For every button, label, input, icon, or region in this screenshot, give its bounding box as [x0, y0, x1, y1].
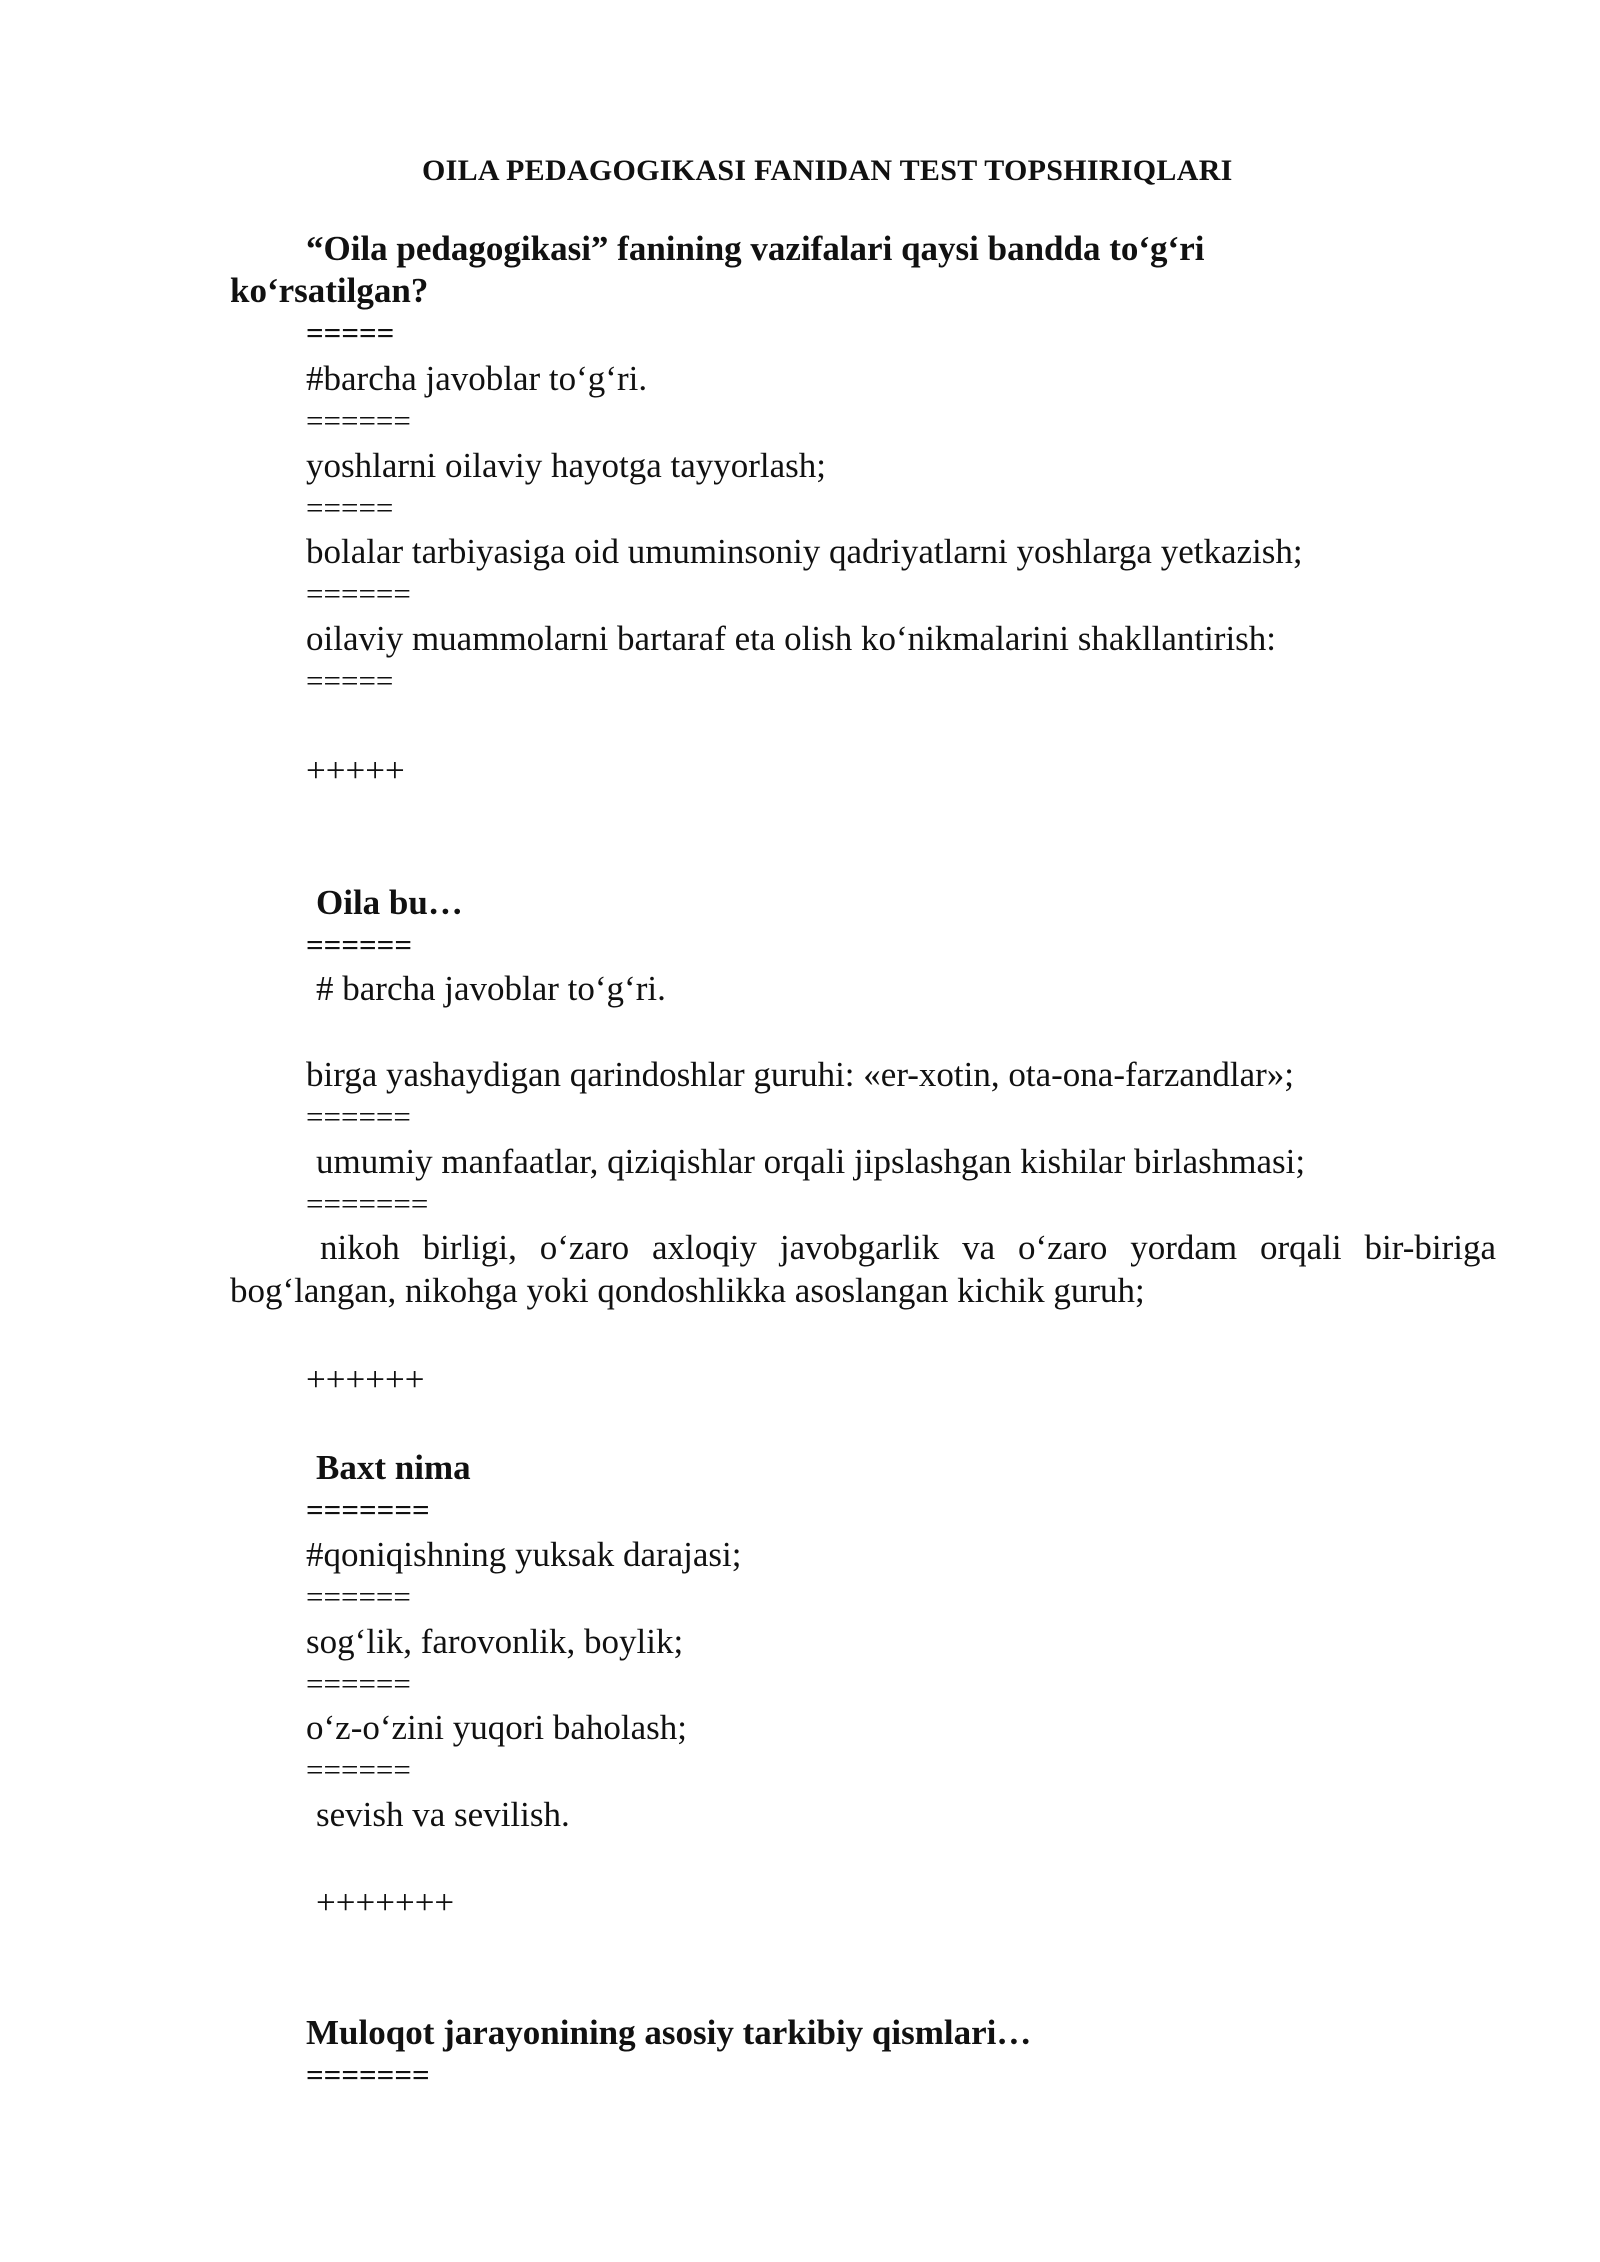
- separator: =======: [306, 2057, 430, 2092]
- separator: =====: [306, 490, 394, 525]
- answer-option: oilaviy muammolarni bartaraf eta olish ko‘nikmalarini shakllantirish:: [306, 619, 1277, 658]
- separator: ======: [306, 1666, 411, 1701]
- separator: ======: [306, 1579, 411, 1614]
- separator: ======: [306, 1099, 411, 1134]
- separator: ======: [306, 927, 412, 962]
- question-text: Baxt nima: [316, 1448, 471, 1487]
- answer-correct: #barcha javoblar to‘g‘ri.: [306, 359, 648, 398]
- question-end-marker: ++++++: [306, 1360, 425, 1399]
- question-text: “Oila pedagogikasi” fanining vazifalari qaysi bandda to‘g‘ri: [306, 229, 1205, 268]
- question-text: Oila bu…: [316, 883, 463, 922]
- document-title: OILA PEDAGOGIKASI FANIDAN TEST TOPSHIRIQLARI: [422, 154, 1233, 187]
- separator: =======: [306, 1186, 429, 1221]
- answer-option: sog‘lik, farovonlik, boylik;: [306, 1622, 684, 1661]
- separator: ======: [306, 576, 411, 611]
- separator: =====: [306, 663, 394, 698]
- answer-option: o‘z-o‘zini yuqori baholash;: [306, 1708, 688, 1747]
- question-text: Muloqot jarayonining asosiy tarkibiy qismlari…: [306, 2013, 1032, 2052]
- answer-option-continued: bog‘langan, nikohga yoki qondoshlikka asoslangan kichik guruh;: [230, 1271, 1145, 1310]
- separator: ======: [306, 403, 411, 438]
- separator: ======: [306, 1752, 411, 1787]
- answer-option: bolalar tarbiyasiga oid umuminsoniy qadriyatlarni yoshlarga yetkazish;: [306, 532, 1303, 571]
- answer-option: umumiy manfaatlar, qiziqishlar orqali jipslashgan kishilar birlashmasi;: [316, 1142, 1306, 1181]
- answer-option: birga yashaydigan qarindoshlar guruhi: «er-xotin, ota-ona-farzandlar»;: [306, 1055, 1295, 1094]
- answer-option: sevish va sevilish.: [316, 1795, 570, 1834]
- separator: =====: [306, 315, 395, 350]
- answer-option: yoshlarni oilaviy hayotga tayyorlash;: [306, 446, 827, 485]
- separator: =======: [306, 1492, 430, 1527]
- question-text-continued: ko‘rsatilgan?: [230, 271, 429, 310]
- answer-option: nikoh birligi, o‘zaro axloqiy javobgarlik va o‘zaro yordam orqali bir-biriga: [320, 1228, 1496, 1267]
- answer-correct: # barcha javoblar to‘g‘ri.: [316, 969, 666, 1008]
- question-end-marker: +++++: [306, 751, 405, 790]
- answer-correct: #qoniqishning yuksak darajasi;: [306, 1535, 742, 1574]
- question-end-marker: +++++++: [316, 1883, 455, 1922]
